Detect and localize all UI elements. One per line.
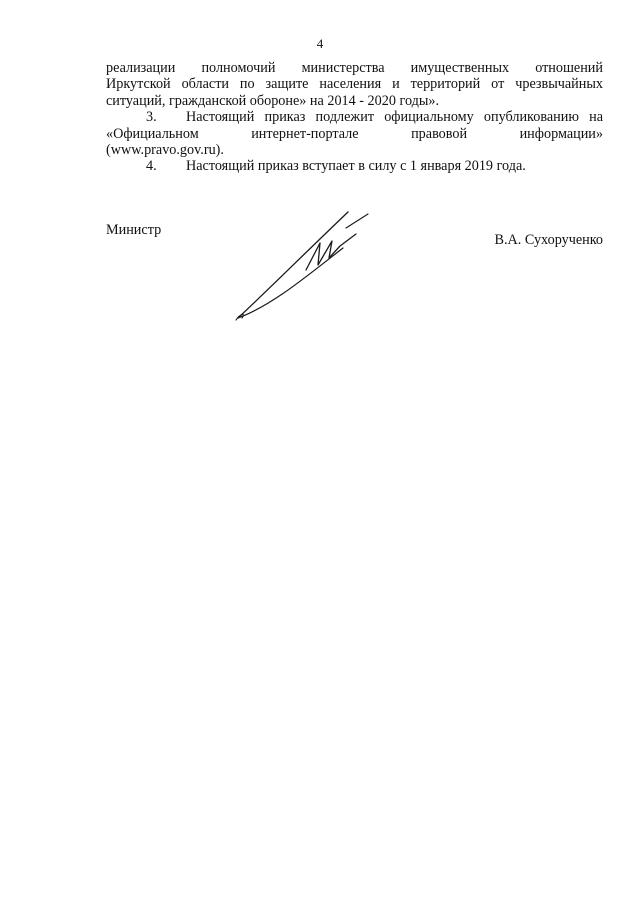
list-item-3 [106,109,603,125]
handwritten-signature [228,210,378,325]
paragraph-line: реализации полномочий министерства имущественных отношений [106,60,603,76]
item-text-continued: (www.pravo.gov.ru). [106,141,224,158]
item-text: Настоящий приказ вступает в силу с 1 января 2019 года. [186,158,526,175]
item-text-continued: «Официальном интернет-портале правовой информации» [106,125,603,142]
paragraph-line: Иркутской области по защите населения и территорий от чрезвычайных [106,76,603,93]
item-text: Настоящий приказ подлежит официальному опубликованию на [186,109,603,126]
paragraph-line: ситуаций, гражданской обороне» на 2014 - 2020 годы». [106,92,440,109]
item-number: 4. [146,158,157,175]
document-body [106,60,603,175]
list-item-4 [106,158,603,174]
item-number: 3. [146,109,157,126]
position-label: Министр [106,222,162,238]
page-number: 4 [316,36,324,51]
signer-name: В.А. Сухорученко [494,232,603,248]
